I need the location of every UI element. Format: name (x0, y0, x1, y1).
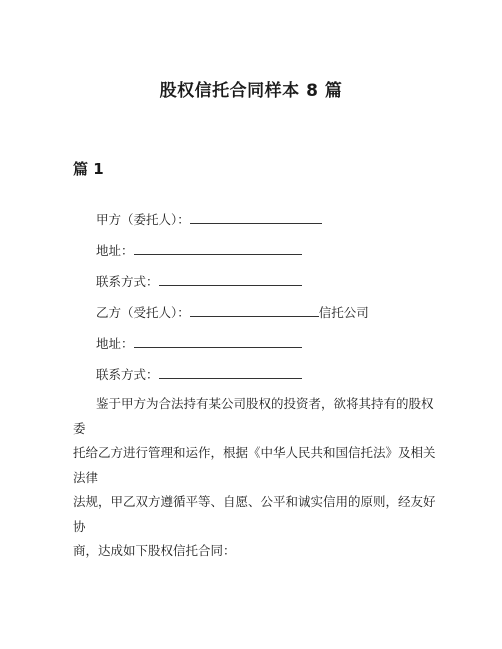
paragraph-line: 商，达成如下股权信托合同： (73, 543, 236, 558)
blank-line (159, 272, 302, 286)
blank-line (159, 365, 302, 379)
document-title: 股权信托合同样本 8 篇 (159, 81, 343, 101)
paragraph-line: 鉴于甲方为合法持有某公司股权的投资者，欲将其持有的股权委 (73, 396, 434, 436)
paragraph-line: 法规，甲乙双方遵循平等、自愿、公平和诚实信用的原则，经友好协 (73, 494, 436, 534)
field-suffix: 信托公司 (318, 305, 369, 320)
blank-line (134, 334, 302, 348)
section-heading: 篇 1 (73, 160, 104, 178)
preamble-paragraph (73, 392, 437, 564)
blank-line (134, 241, 302, 255)
field-label: 地址： (96, 336, 134, 351)
field-party-b (96, 303, 369, 322)
blank-line (190, 210, 322, 224)
field-label: 联系方式： (96, 274, 159, 289)
blank-line (190, 303, 319, 317)
field-address-b (96, 334, 302, 353)
field-contact-a (96, 272, 302, 291)
paragraph-line: 托给乙方进行管理和运作，根据《中华人民共和国信托法》及相关法律 (73, 445, 436, 485)
field-party-a (96, 210, 322, 229)
field-label: 乙方（受托人）： (96, 305, 190, 320)
field-label: 联系方式： (96, 367, 159, 382)
field-contact-b (96, 365, 302, 384)
field-address-a (96, 241, 302, 260)
field-label: 甲方（委托人）： (96, 212, 190, 227)
field-label: 地址： (96, 243, 134, 258)
